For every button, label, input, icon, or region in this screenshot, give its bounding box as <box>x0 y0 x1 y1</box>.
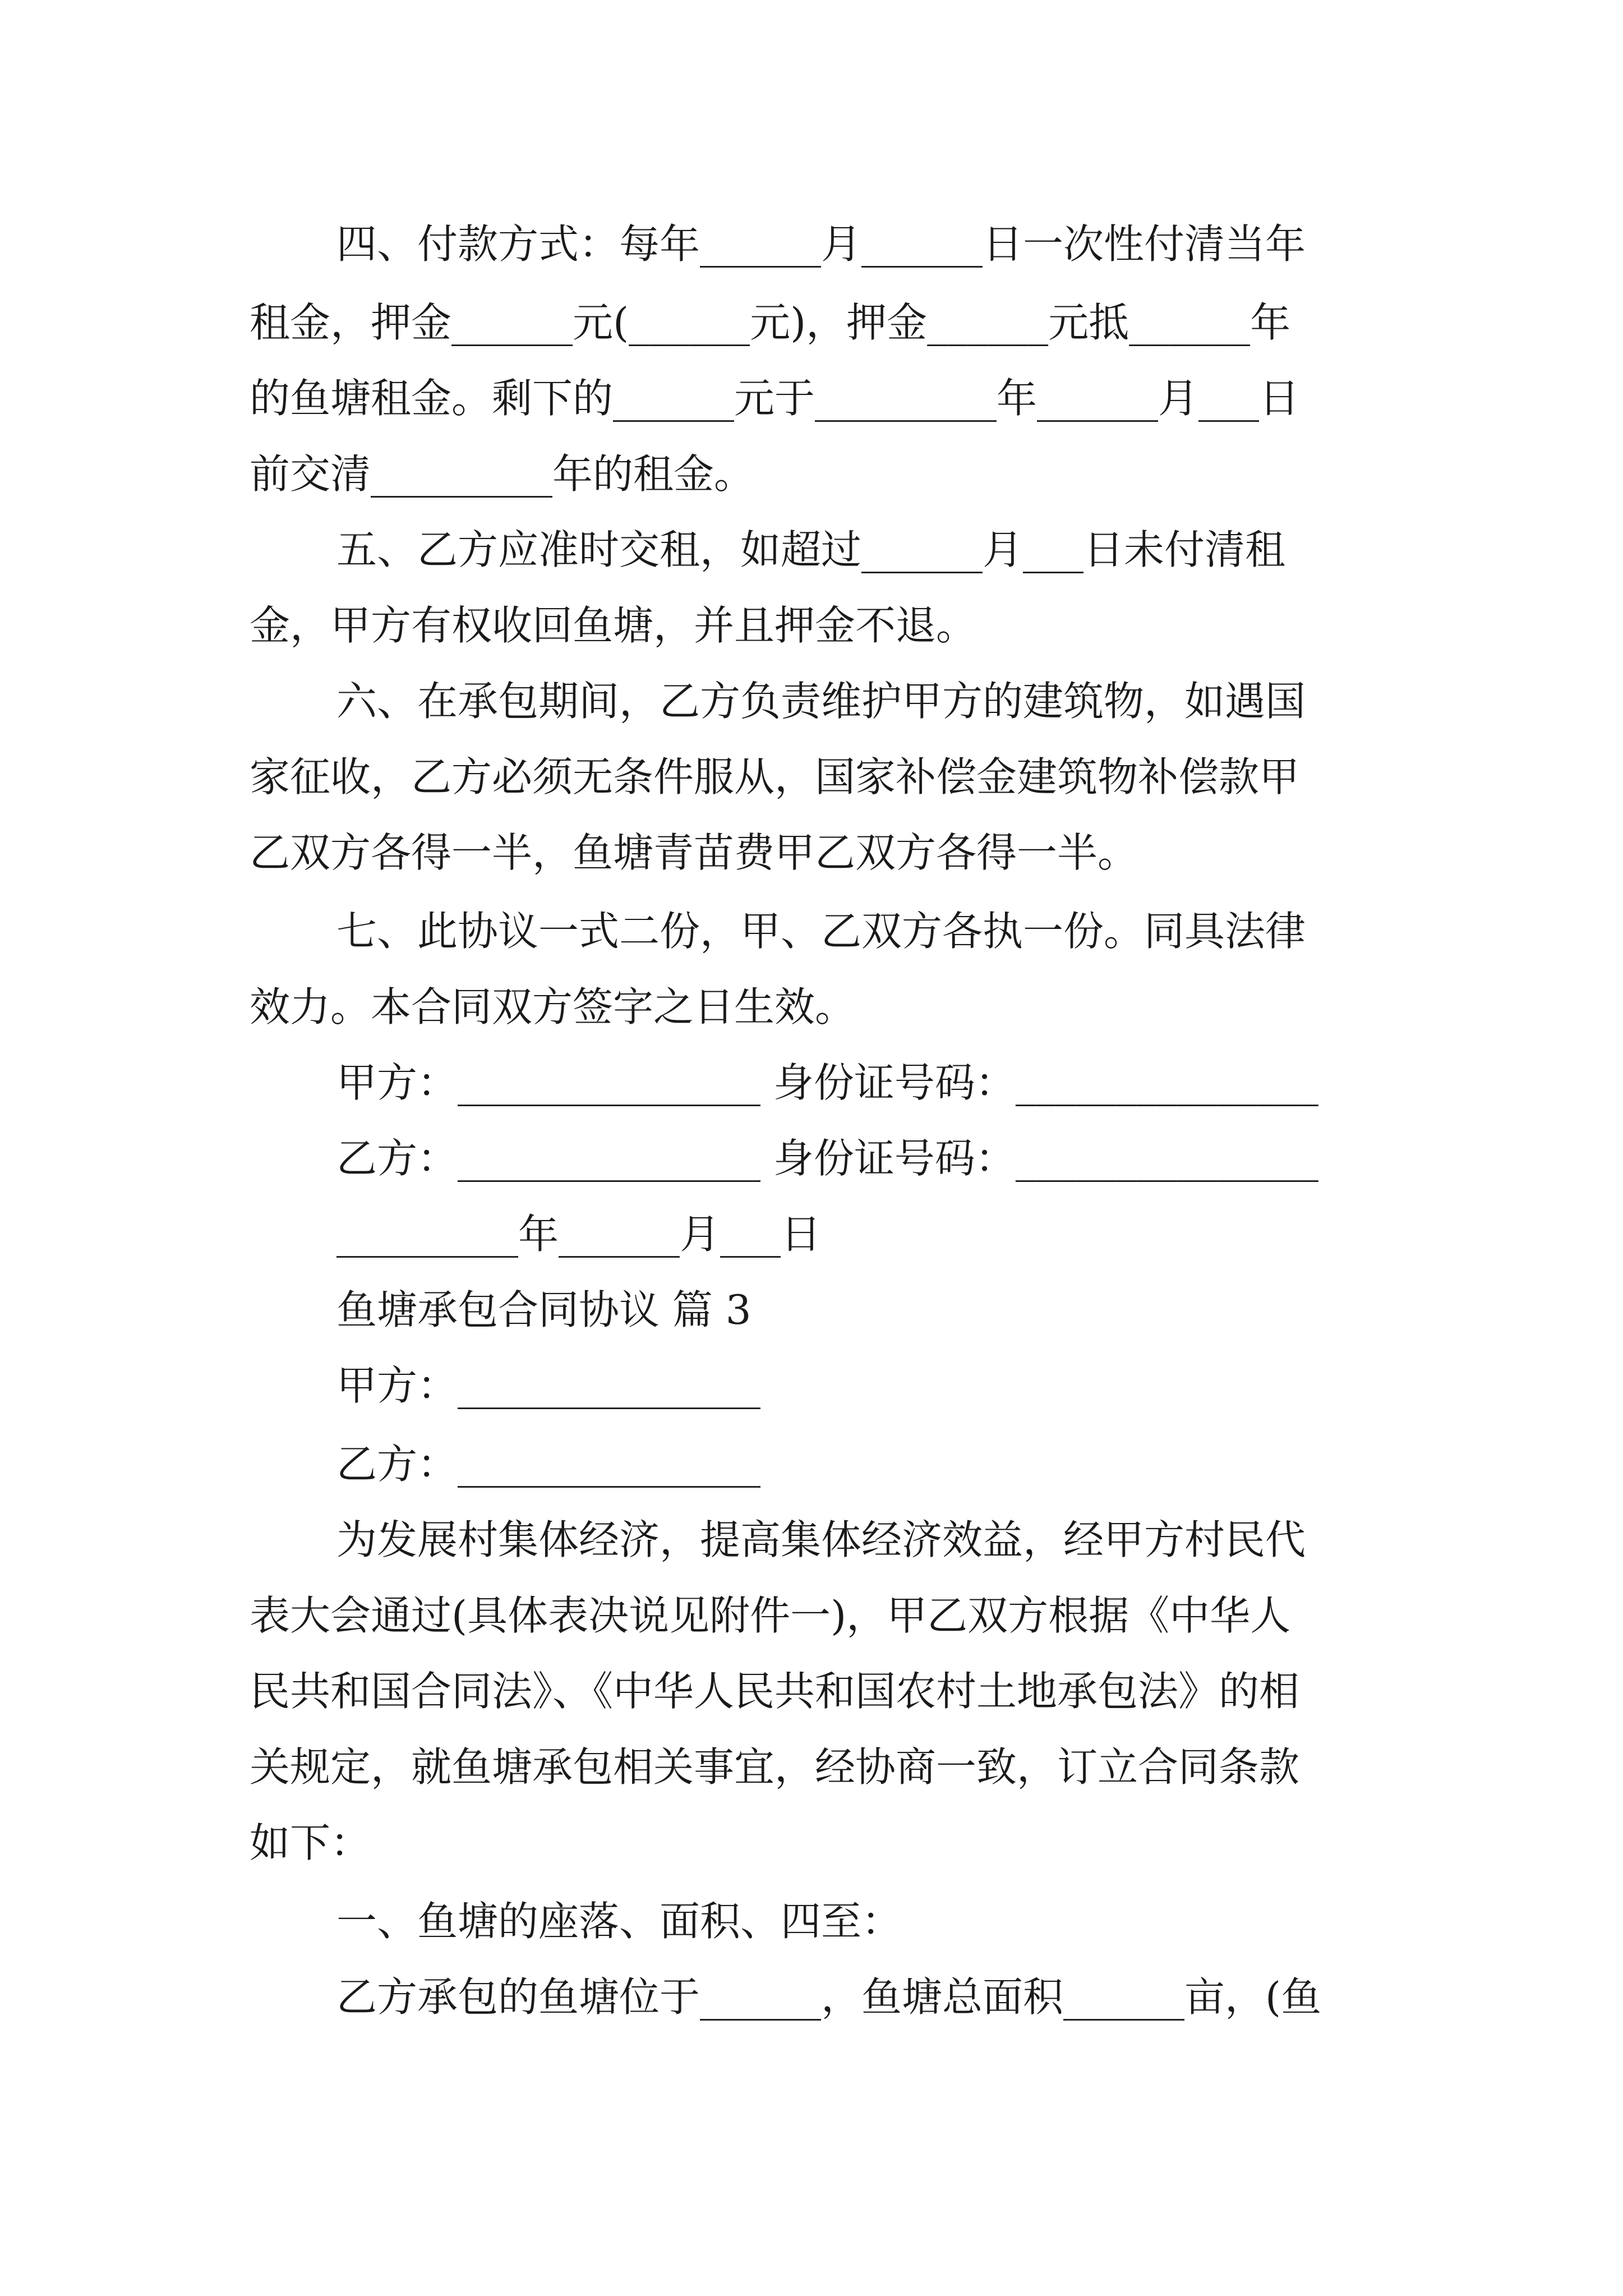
contract-line: 金，甲方有权收回鱼塘，并且押金不退。 <box>250 602 977 649</box>
contract-line: 如下： <box>250 1819 371 1866</box>
date-line: _________年______月___日 <box>336 1211 821 1258</box>
signature-line-party-b: 乙方：_______________ 身份证号码：_______________ <box>336 1135 1318 1182</box>
contract-line: 乙双方各得一半，鱼塘青苗费甲乙双方各得一半。 <box>250 829 1138 876</box>
contract-line: 表大会通过(具体表决说见附件一)，甲乙双方根据《中华人 <box>250 1592 1291 1639</box>
clause-heading: 一、鱼塘的座落、面积、四至： <box>336 1898 902 1945</box>
contract-line: 民共和国合同法》、《中华人民共和国农村土地承包法》的相 <box>250 1668 1300 1715</box>
party-a-line: 甲方：_______________ <box>336 1362 761 1409</box>
signature-line-party-a: 甲方：_______________ 身份证号码：_______________ <box>336 1059 1318 1106</box>
contract-line: 效力。本合同双方签字之日生效。 <box>250 983 856 1030</box>
contract-line: 家征收，乙方必须无条件服从，国家补偿金建筑物补偿款甲 <box>250 753 1300 800</box>
section-title: 鱼塘承包合同协议 篇 3 <box>336 1286 751 1333</box>
party-b-line: 乙方：_______________ <box>336 1441 761 1488</box>
contract-line: 的鱼塘租金。剩下的______元于_________年______月___日 <box>250 375 1300 422</box>
contract-line: 六、在承包期间，乙方负责维护甲方的建筑物，如遇国 <box>336 678 1306 725</box>
contract-line: 租金，押金______元(______元)，押金______元抵______年 <box>250 299 1291 346</box>
contract-line: 乙方承包的鱼塘位于______，鱼塘总面积______亩，(鱼 <box>336 1973 1322 2021</box>
contract-line: 前交清_________年的租金。 <box>250 450 755 498</box>
contract-line: 七、此协议一式二份，甲、乙双方各执一份。同具法律 <box>336 908 1306 955</box>
contract-line: 四、付款方式：每年______月______日一次性付清当年 <box>336 220 1306 268</box>
contract-line: 五、乙方应准时交租，如超过______月___日未付清租 <box>336 526 1286 573</box>
contract-line: 关规定，就鱼塘承包相关事宜，经协商一致，订立合同条款 <box>250 1743 1300 1791</box>
contract-line: 为发展村集体经济，提高集体经济效益，经甲方村民代 <box>336 1516 1306 1563</box>
